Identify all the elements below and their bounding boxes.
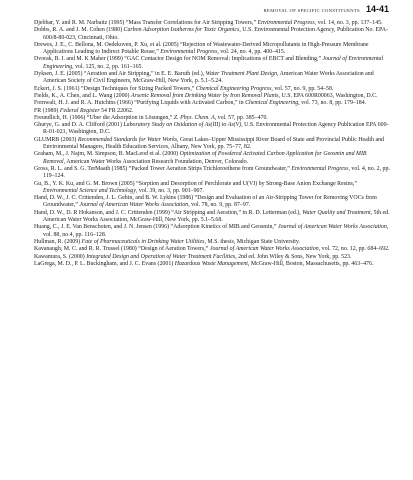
reference-title: Chemical Engineering — [245, 100, 299, 107]
reference-details-text: , vol. 57, pp. 385–470. — [214, 114, 268, 121]
reference-title: Chemical Engineering Progress — [195, 85, 272, 92]
reference-entry — [34, 166, 390, 181]
reference-details-text: , vol. 78, no. 9, pp. 87–97. — [188, 202, 251, 209]
reference-details-text: , U.S. Environmental Protection Agency, Publication No. EPA-600/8-80-023, Cincinnati, Ohio. — [43, 27, 388, 41]
reference-title: Fate of Pharmaceuticals in Drinking Water Utilities — [81, 238, 205, 245]
reference-details-text: 54 FR 22062. — [99, 107, 134, 114]
reference-entry — [34, 27, 390, 42]
reference-title: Laboratory Study on Oxidation of As(III) to As(V) — [123, 122, 242, 129]
reference-title: Environmental Science and Technology — [43, 187, 136, 194]
reference-entry — [34, 181, 390, 196]
reference-authors-text: Djebbar, Y. and R. M. Narbaitz (1995) “Mass Transfer Correlations for Air Stripping Towers,” — [34, 20, 258, 26]
reference-authors-text: Hand, D. W., J. C. Crittenden, J. L. Gehin, and B. W. Lykins (1986) “Design and Evaluation of an Air-Stripping Tower for Removing VOCs from Groundwater,” — [34, 195, 377, 209]
reference-entry — [34, 100, 390, 107]
reference-details-text: , vol. 24, no. 4, pp. 400–415. — [217, 49, 286, 56]
reference-title: Recommended Standards for Water Works — [77, 136, 178, 143]
page-number: 14-41 — [365, 4, 389, 14]
reference-details-text: , U.S. EPA 600R00063, Washington, D.C. — [278, 92, 378, 99]
reference-entry — [34, 151, 390, 166]
reference-title: Journal of American Water Works Association — [278, 224, 387, 231]
reference-entry — [34, 86, 390, 93]
reference-details-text: , 2nd ed. John Wiley & Sons, New York, pp. 523. — [235, 253, 352, 260]
reference-title: Arsenic Removal from Drinking Water by Iron Removal Plants — [130, 92, 279, 99]
reference-authors-text: Dyksen, J. E. (2005) “Aeration and Air Stripping,” in E. E. Baruth (ed.), — [34, 71, 206, 78]
reference-authors-text: FR (1989) — [34, 107, 60, 114]
reference-authors-text: Fornwalt, H. J. and R. A. Hutchins (1966) “Purifying Liquids with Activated Carbon,” in — [34, 100, 246, 107]
reference-details-text: , vol. 88, no.4, pp. 116–128. — [43, 224, 389, 238]
reference-title: Environmental Progress — [257, 20, 315, 26]
reference-details-text: , vol. 4, no. 2, pp. 119–124. — [43, 165, 390, 180]
reference-entry — [34, 254, 390, 261]
reference-authors-text: Hand, D. W., D. R Hokanson, and J. C. Crittenden (1999) “Air Stripping and Aeration,” in R. D. Letterman (ed.), — [34, 209, 303, 216]
reference-authors-text: Ghurye, G. and D. A. Clifford (2001) — [34, 122, 124, 129]
reference-title: Water Quality and Treatment — [302, 209, 371, 216]
reference-title: Z. Phys. Chem. A — [173, 114, 215, 121]
reference-entry — [34, 108, 390, 115]
reference-authors-text: Dvorak, B. I. and M. K Maher (1999) “GAC Contactor Design for NOM Removal: Implications of EBCT and Blending,” — [34, 56, 323, 63]
reference-authors-text: Drewes, J. E., C. Bellona, M. Oedekoven, P. Xu, et al. (2005) “Rejection of Wastewater-Derived Micropollutants in High-Pressure Membrane Applications Leading to Indirect Potable Reuse,” — [34, 41, 369, 56]
reference-details-text: , U.S. Environmental Protection Agency Publication EPA 600-R-01-021, Washington, D.C. — [43, 122, 389, 136]
reference-authors-text: Eckert, J. S. (1961) “Design Techniques for Sizing Packed Towers,” — [34, 85, 196, 92]
reference-authors-text: Gross, R. L. and S. G. TerMaath (1985) “Packed Tower Aeration Strips Trichloroethene from Groundwater,” — [34, 165, 292, 172]
reference-entry — [34, 261, 390, 268]
reference-authors-text: Kawamura, S. (2000) — [34, 253, 87, 260]
reference-authors-text: Fields, K., A. Chen, and L. Wang (2000) — [34, 92, 131, 99]
reference-entry — [34, 195, 390, 210]
reference-details-text: , vol. 73, no. 8, pp. 179–184. — [298, 100, 367, 107]
reference-entry — [34, 56, 390, 71]
reference-entry — [34, 137, 390, 152]
reference-details-text: , vol. 39, no. 3, pp. 901–907. — [135, 187, 204, 194]
reference-title: Journal of American Water Works Association — [209, 246, 319, 253]
reference-entry — [34, 71, 390, 86]
reference-details-text: , American Water Works Association and American Society of Civil Engineers, McGraw-Hill, New York, p. 5.1–5.24. — [43, 71, 374, 85]
reference-title: Journal of American Water Works Association — [79, 202, 189, 209]
reference-details-text: , vol. 14, no. 3, pp. 137–145. — [314, 20, 383, 26]
reference-entry — [34, 246, 390, 253]
reference-details-text: , vol. 72, no. 12, pp. 684–692. — [318, 246, 390, 253]
reference-entry — [34, 224, 390, 239]
reference-title: Federal Register — [59, 107, 100, 114]
reference-details-text: , Great Lakes–Upper Mississippi River Board of State and Provincial Public Health and Environmental Managers, Health Education Services, Albany, New York, pp. 75–77, 82. — [43, 136, 384, 151]
reference-title: Environmental Progress — [160, 49, 218, 56]
reference-title: Environmental Progress — [291, 165, 349, 172]
reference-details-text: , American Water Works Association Research Foundation, Denver, Colorado. — [63, 158, 249, 165]
reference-authors-text: Kavanaugh, M. C. and R. R. Trussel (1980) “Design of Aeration Towers,” — [34, 246, 210, 253]
reference-authors-text: GLUMRB (2003) — [34, 136, 78, 143]
reference-title: Carbon Adsorption Isotherms for Toxic Organics — [123, 27, 240, 34]
reference-authors-text: Hullman, R. (2009) — [34, 238, 82, 245]
reference-details-text: , 5th ed. American Water Works Association, McGraw-Hill, New York, pp. 5.1–5.68. — [43, 209, 390, 224]
reference-title: Hazardous Waste Management — [174, 260, 248, 267]
page-header — [264, 4, 389, 16]
reference-authors-text: Gu, B., Y. K. Ku, and G. M. Brown (2005) “Sorption and Desorption of Perchlorate and U(VI) by Strong-Base Anion Exchange Resins,” — [34, 180, 357, 187]
reference-entry — [34, 122, 390, 137]
reference-entry — [34, 42, 390, 57]
reference-authors-text: Huang, C., J. E. Van Benschoten, and J. N. Jensen (1996) “Adsorption Kinetics of MIB and Geosmin,” — [34, 224, 278, 231]
running-head: REMOVAL OF SPECIFIC CONSTITUENTS — [263, 8, 360, 13]
reference-title: Integrated Design and Operation of Water Treatment Facilities — [86, 253, 236, 260]
reference-authors-text: Dobbs, R. A. and J. M. Cohen (1980) — [34, 27, 124, 34]
reference-title: Journal of Environmental Engineering — [43, 56, 384, 70]
reference-authors-text: LaGrega, M. D., P. L. Buckingham, and J. C. Evans (2001) — [34, 260, 175, 267]
reference-details-text: , vol. 57, no. 9, pp. 54–58. — [271, 85, 334, 92]
reference-list — [34, 20, 390, 268]
reference-entry — [34, 210, 390, 225]
reference-title: Optimization of Powdered Activated Carbon Application for Geosmin and MIB Removal — [43, 151, 367, 165]
reference-details-text: , M.S. thesis, Michigan State University. — [204, 238, 300, 245]
reference-authors-text: Freundlich, H. (1906) “Uber die Adsorption in Lösungen,” — [34, 114, 174, 121]
reference-details-text: , vol. 125, no. 2, pp. 161–165. — [72, 63, 143, 70]
reference-details-text: , McGraw-Hill, Boston, Massachusetts, pp. 463–476. — [247, 260, 374, 267]
reference-authors-text: Graham, M., J. Najm, M. Simpson, B. MacLeod et al. (2000) — [34, 151, 180, 158]
reference-title: Water Treatment Plant Design — [205, 71, 278, 78]
